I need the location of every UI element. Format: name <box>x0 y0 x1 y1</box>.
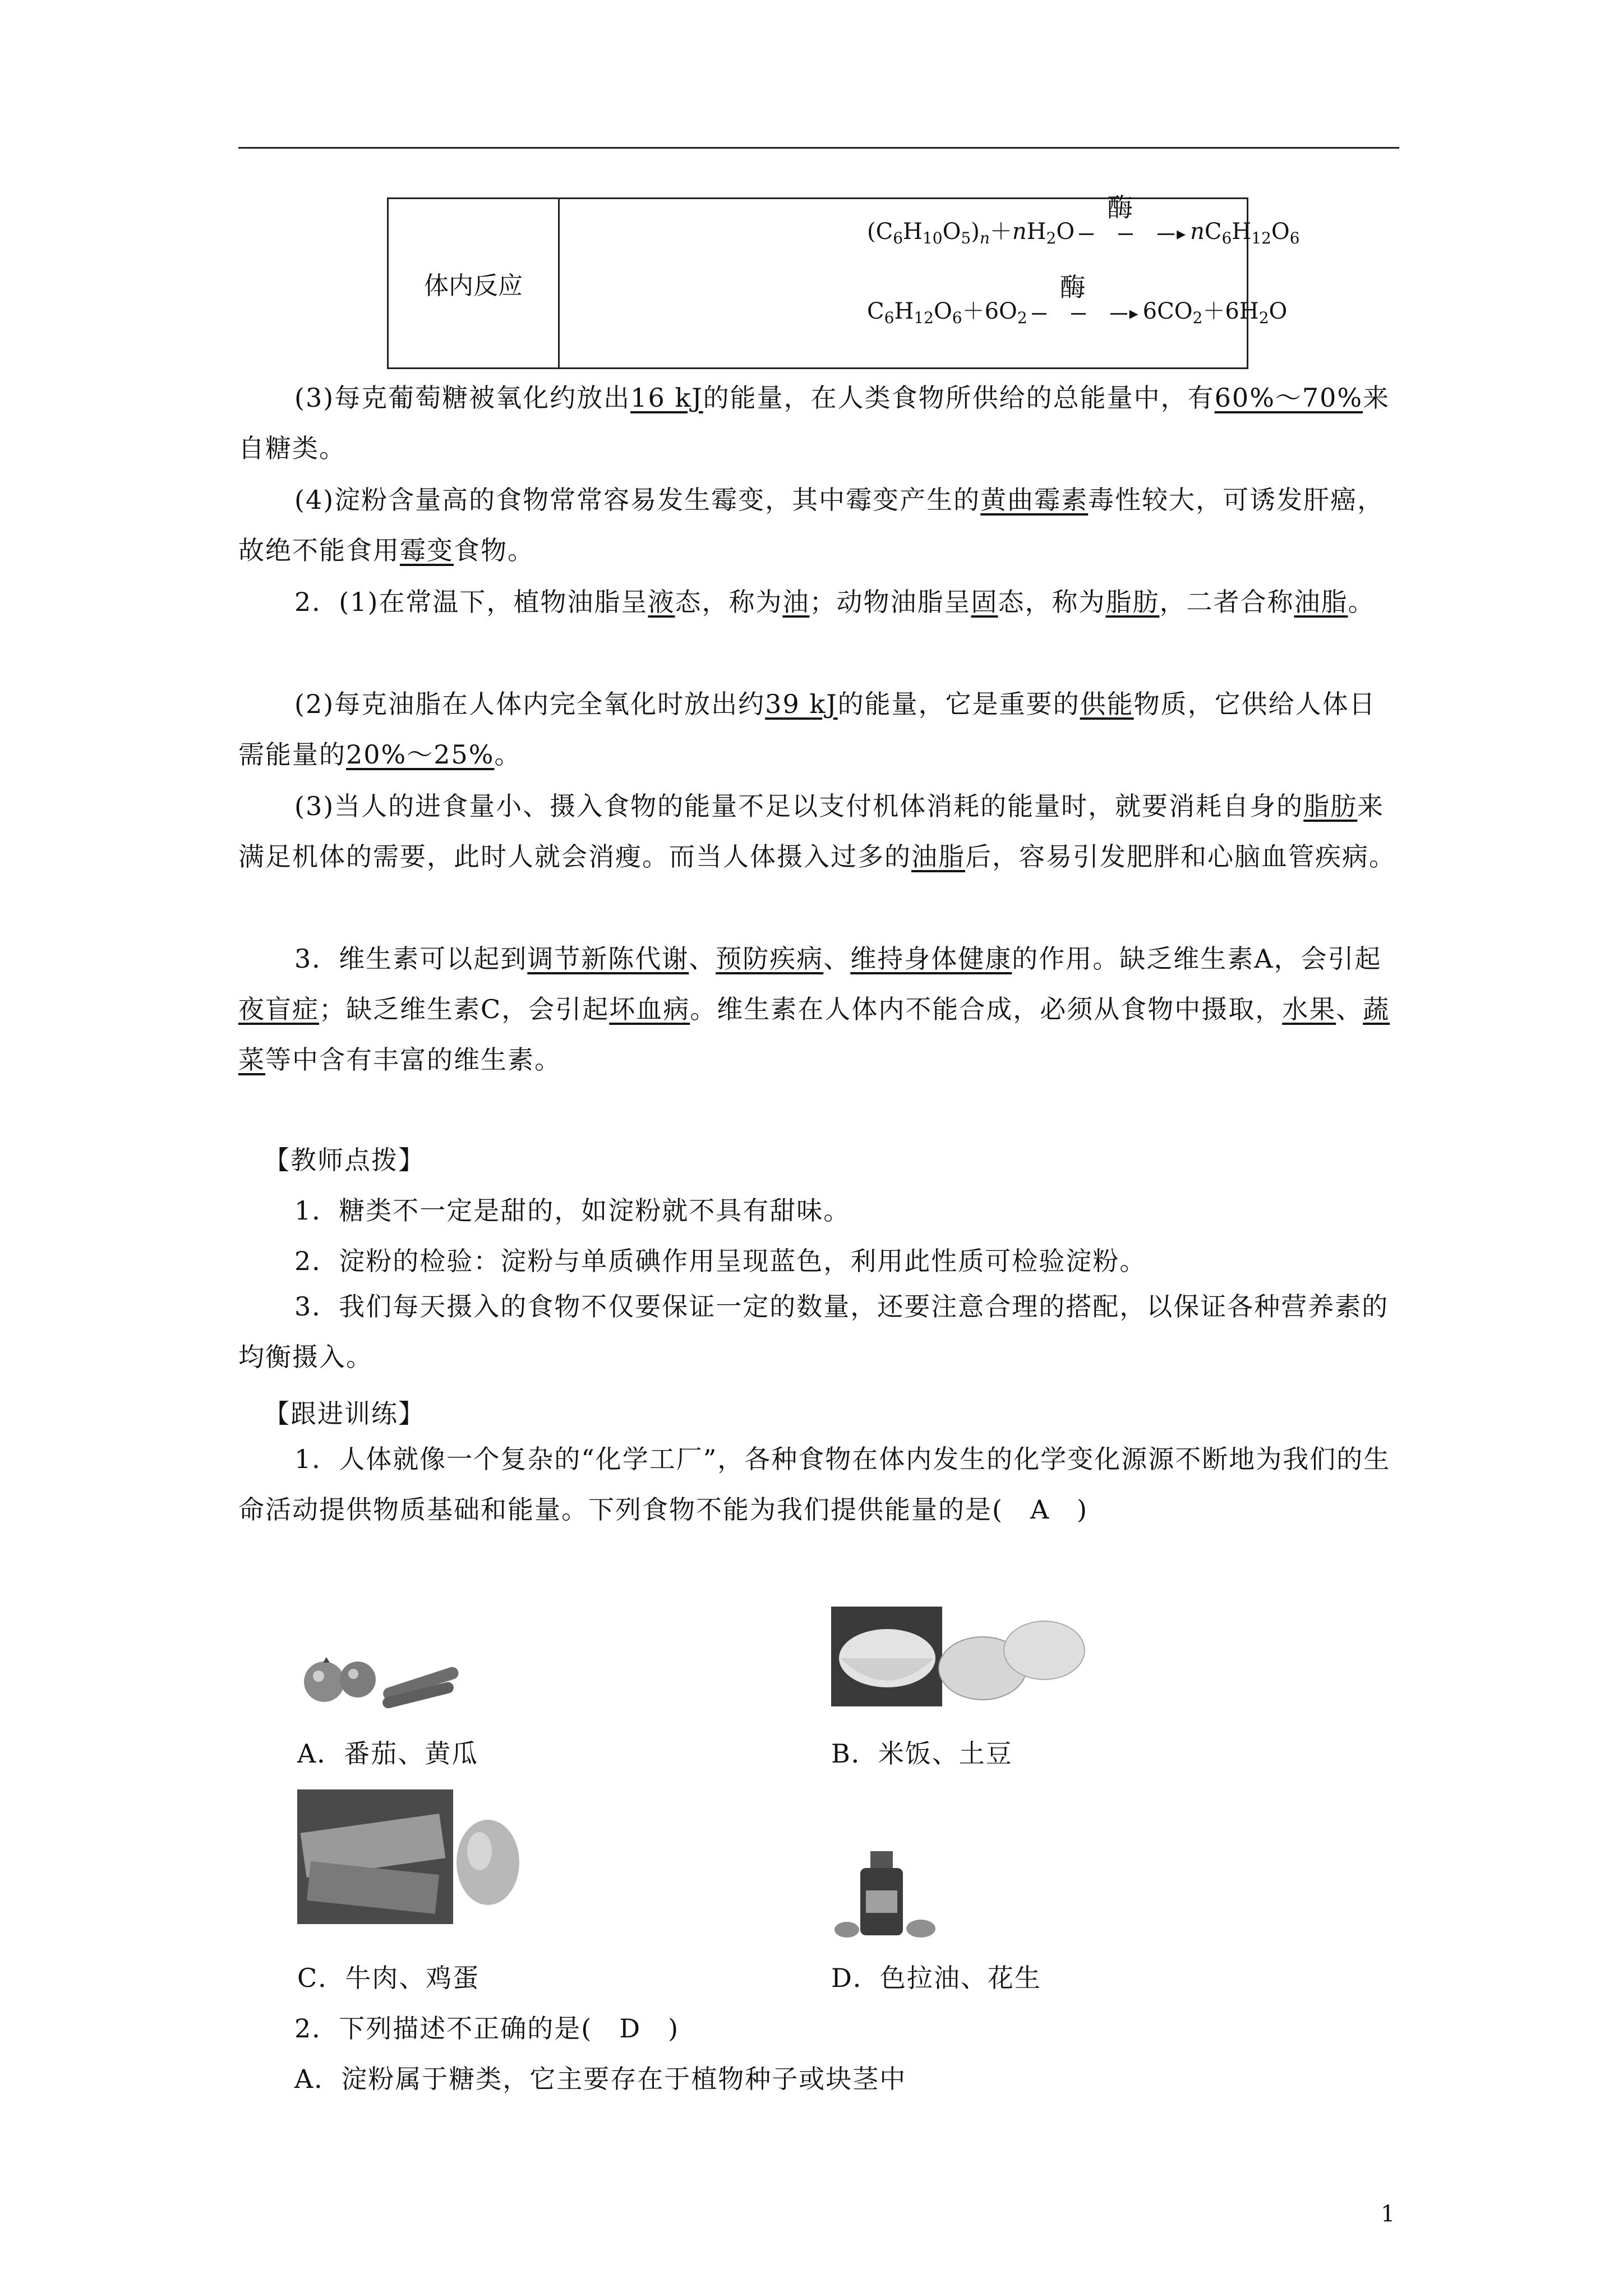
oil-peanut-image <box>831 1846 941 1944</box>
catalyst-arrow: 酶 ▸ <box>1079 222 1186 245</box>
paragraph-vitamins: 3．维生素可以起到调节新陈代谢、预防疾病、维持身体健康的作用。缺乏维生素A，会引起夜盲症；缺乏维生素C，会引起坏血病。维生素在人体内不能合成，必须从食物中摄取，水果、蔬菜等中含有丰富的维生素。 <box>238 944 1390 1075</box>
question-2: 2．下列描述不正确的是( D ) <box>294 2013 680 2044</box>
teacher-tip-3: 3．我们每天摄入的食物不仅要保证一定的数量，还要注意合理的搭配，以保证各种营养素的均衡摄入。 <box>238 1291 1389 1372</box>
equations-cell <box>559 192 1300 369</box>
option-c: C．牛肉、鸡蛋 <box>297 1963 480 1993</box>
tomato-cucumber-image <box>297 1638 465 1717</box>
teacher-tip-1: 1．糖类不一定是甜的，如淀粉就不具有甜味。 <box>294 1195 851 1226</box>
rice-potato-image <box>831 1607 1100 1706</box>
paragraph-fat-consumption: (3)当人的进食量小、摄入食物的能量不足以支付机体消耗的能量时，就要消耗自身的脂肪来满足机体的需要，此时人就会消瘦。而当人体摄入过多的油脂后，容易引发肥胖和心脑血管疾病。 <box>238 791 1396 872</box>
question-2-option-a: A．淀粉属于糖类，它主要存在于植物种子或块茎中 <box>294 2064 907 2094</box>
option-b: B．米饭、土豆 <box>831 1738 1013 1769</box>
equation-glucose-oxidation: $C_6H_{12}O_6+6O_2$ 酶 ▸ $6CO_2+6H_2O$ <box>867 272 1288 327</box>
page-number: 1 <box>1381 2201 1395 2227</box>
catalyst-arrow: 酶 ▸ <box>1032 302 1138 324</box>
table-label: 体内反应 <box>388 199 559 369</box>
teacher-tip-2: 2．淀粉的检验：淀粉与单质碘作用呈现蓝色，利用此性质可检验淀粉。 <box>294 1246 1147 1276</box>
option-d: D．色拉油、花生 <box>831 1963 1041 1993</box>
paragraph-mold: (4)淀粉含量高的食物常常容易发生霉变，其中霉变产生的黄曲霉素毒性较大，可诱发肝癌，故绝不能食用霉变食物。 <box>238 485 1385 565</box>
equation-starch-hydrolysis: $(C_6H_{10}O_5)_n+nH_2O$ 酶 ▸ $nC_6H_{12}O_6$ <box>867 192 1300 247</box>
teacher-heading: 【教师点拨】 <box>264 1145 425 1175</box>
paragraph-fat-energy: (2)每克油脂在人体内完全氧化时放出约39 kJ的能量，它是重要的供能物质，它供给人体日需能量的20%～25%。 <box>238 689 1376 770</box>
question-1: 1．人体就像一个复杂的“化学工厂”，各种食物在体内发生的化学变化源源不断地为我们的生命活动提供物质基础和能量。下列食物不能为我们提供能量的是( A ) <box>238 1444 1391 1525</box>
reaction-table <box>387 192 1300 369</box>
paragraph-glucose-energy: (3)每克葡萄糖被氧化约放出16 kJ的能量，在人类食物所供给的总能量中，有60%～70%来自糖类。 <box>238 383 1390 463</box>
practice-heading: 【跟进训练】 <box>264 1398 425 1429</box>
beef-egg-image <box>297 1789 522 1924</box>
option-a: A．番茄、黄瓜 <box>297 1738 479 1769</box>
paragraph-fats: 2．(1)在常温下，植物油脂呈液态，称为油；动物油脂呈固态，称为脂肪，二者合称油脂。 <box>294 587 1375 617</box>
header-rule <box>238 147 1399 149</box>
